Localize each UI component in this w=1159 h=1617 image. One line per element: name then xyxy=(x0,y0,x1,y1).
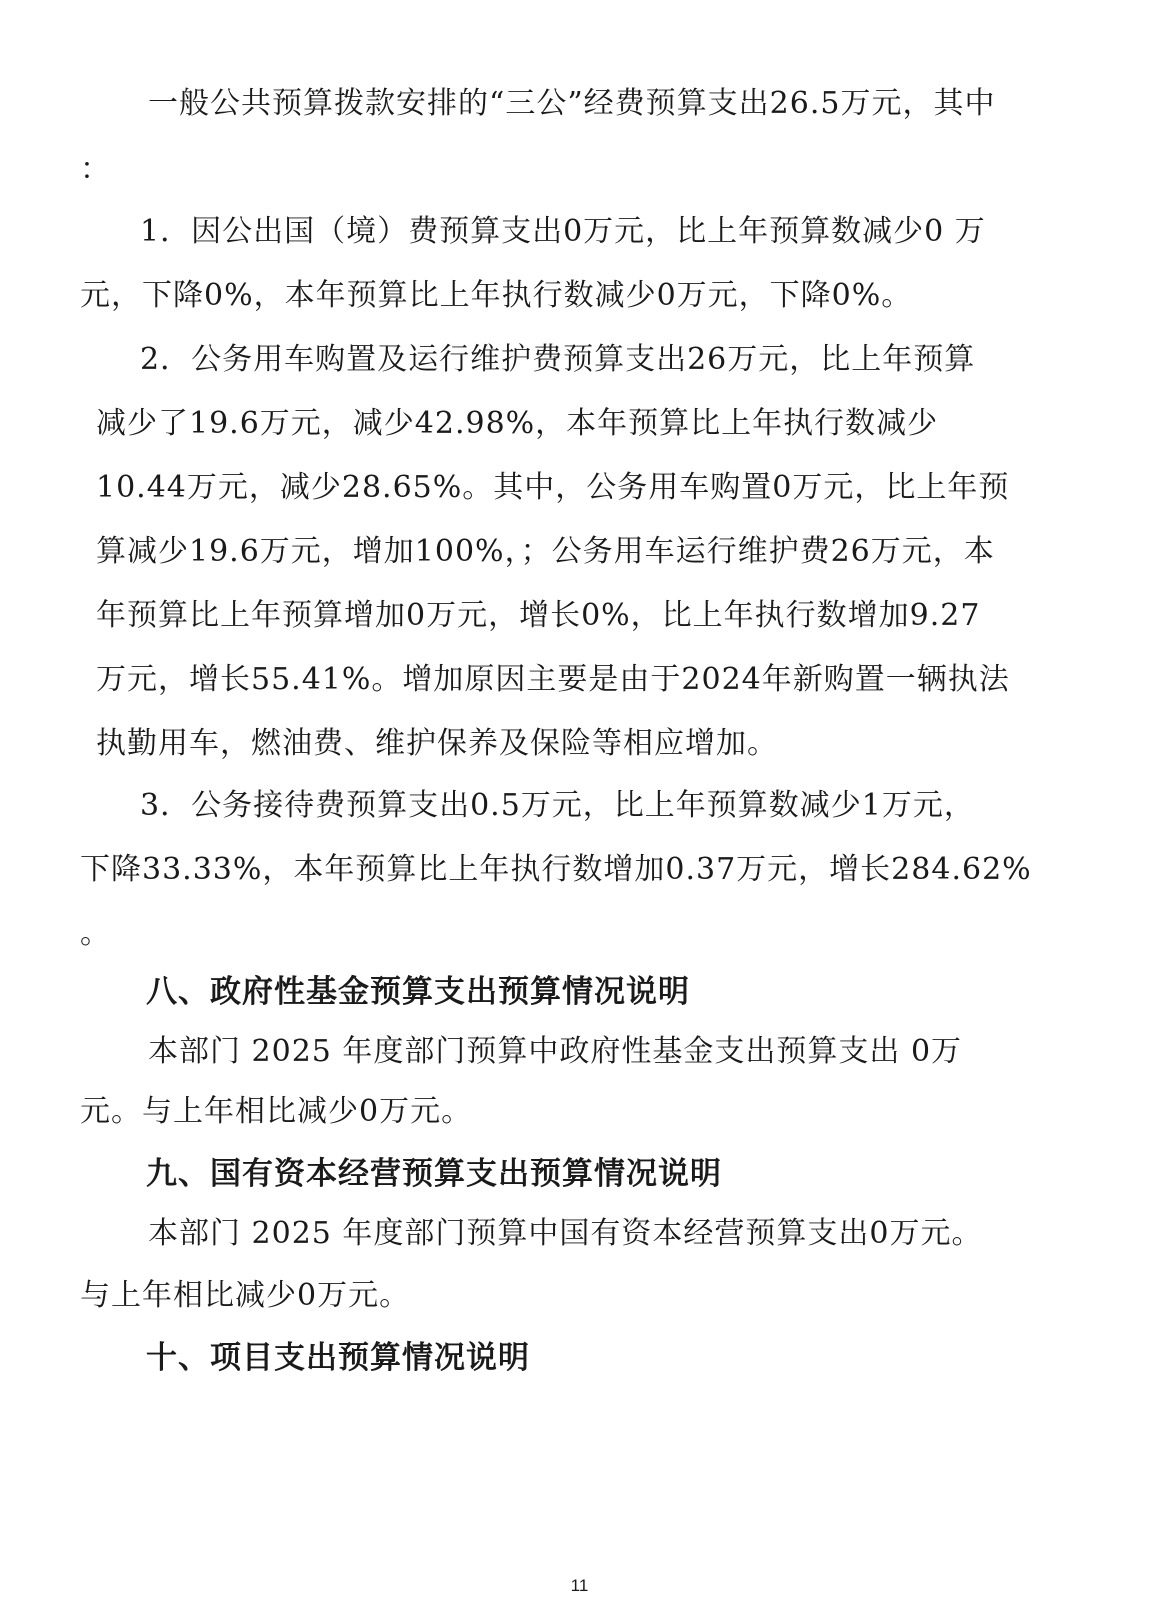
section-9-line-1: 本部门 2025 年度部门预算中国有资本经营预算支出0万元。 xyxy=(148,1216,983,1251)
intro-line-1: 一般公共预算拨款安排的“三公”经费预算支出26.5万元，其中 xyxy=(148,86,996,121)
item3-line-2: 下降33.33%，本年预算比上年执行数增加0.37万元，增长284.62% xyxy=(80,852,1032,887)
item2-line-7: 执勤用车，燃油费、维护保养及保险等相应增加。 xyxy=(96,726,778,761)
item1-line-2: 元，下降0%，本年预算比上年执行数减少0万元，下降0%。 xyxy=(80,278,913,313)
item1-line-1: 1．因公出国（境）费预算支出0万元，比上年预算数减少0 万 xyxy=(140,214,986,249)
item2-line-1: 2．公务用车购置及运行维护费预算支出26万元，比上年预算 xyxy=(140,342,976,377)
item2-line-5: 年预算比上年预算增加0万元，增长0%，比上年执行数增加9.27 xyxy=(96,598,981,633)
item2-line-6: 万元，增长55.41%。增加原因主要是由于2024年新购置一辆执法 xyxy=(96,662,1010,697)
item3-line-3: 。 xyxy=(80,916,111,951)
item2-line-2: 减少了19.6万元，减少42.98%，本年预算比上年执行数减少 xyxy=(96,406,939,441)
section-8-line-1: 本部门 2025 年度部门预算中政府性基金支出预算支出 0万 xyxy=(148,1034,963,1069)
section-9-heading: 九、国有资本经营预算支出预算情况说明 xyxy=(146,1156,722,1192)
section-10-heading: 十、项目支出预算情况说明 xyxy=(146,1340,530,1376)
section-9-line-2: 与上年相比减少0万元。 xyxy=(80,1278,411,1313)
item2-line-4: 算减少19.6万元，增加100%，；公务用车运行维护费26万元，本 xyxy=(96,534,995,569)
item2-line-3: 10.44万元，减少28.65%。其中，公务用车购置0万元，比上年预 xyxy=(96,470,1010,505)
item3-line-1: 3．公务接待费预算支出0.5万元，比上年预算数减少1万元， xyxy=(140,788,975,823)
intro-line-2: ： xyxy=(80,152,111,187)
page-number: 11 xyxy=(570,1576,589,1595)
section-8-heading: 八、政府性基金预算支出预算情况说明 xyxy=(146,974,690,1010)
section-8-line-2: 元。与上年相比减少0万元。 xyxy=(80,1094,473,1129)
